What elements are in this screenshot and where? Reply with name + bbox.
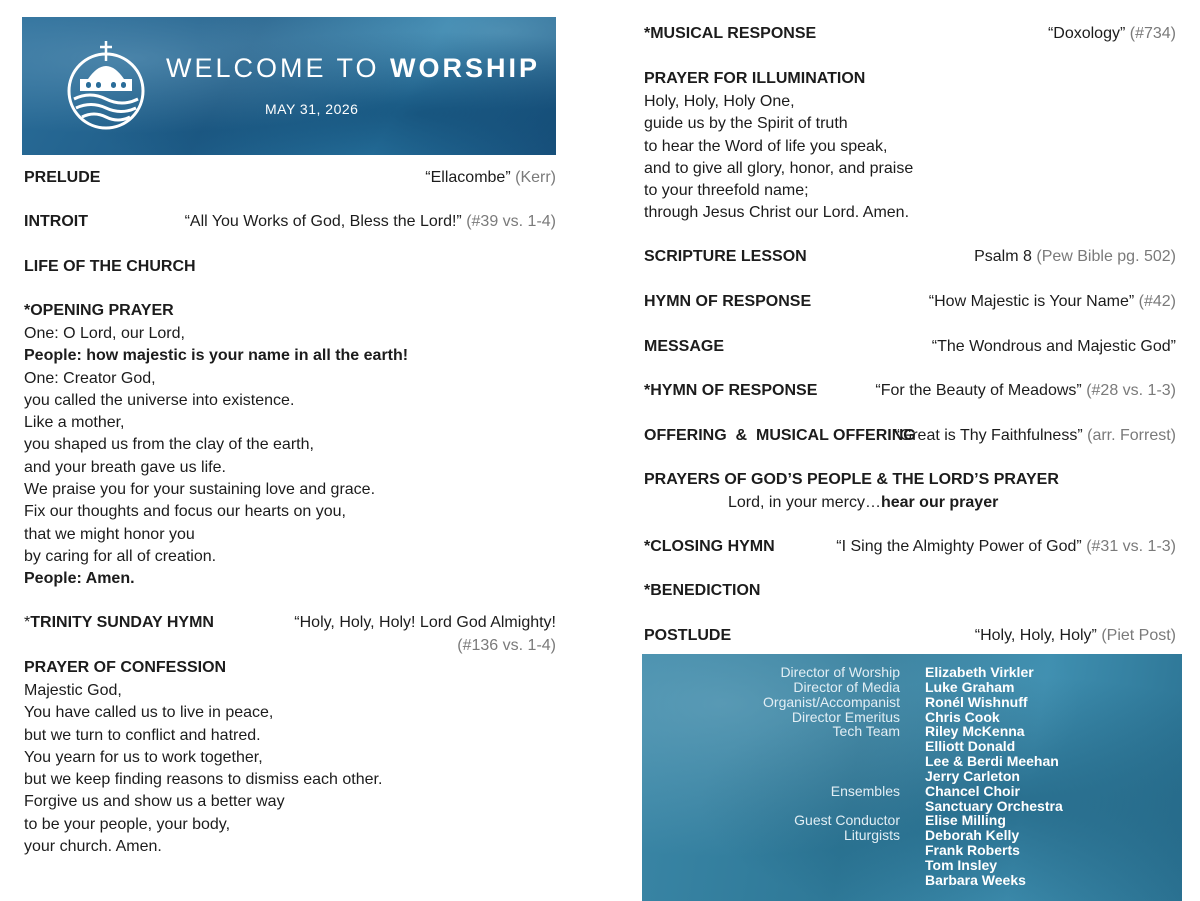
staff-credits-panel (642, 654, 1182, 901)
credit-name: Jerry Carleton (925, 767, 1020, 784)
illumination-line: through Jesus Christ our Lord. Amen. (644, 204, 910, 222)
illumination-line: to hear the Word of life you speak, (644, 137, 888, 155)
credit-names (925, 665, 1063, 888)
prayer-line: by caring for all of creation. (24, 547, 217, 565)
life-of-church-label: LIFE OF THE CHURCH (24, 258, 196, 275)
credit-role: Director of Worship (780, 664, 900, 680)
trinity-hymn-note: (#136 vs. 1-4) (457, 637, 556, 654)
credit-name: Deborah Kelly (925, 827, 1020, 844)
prayer-line: We praise you for your sustaining love and grace. (24, 481, 376, 499)
credit-name: Barbara Weeks (925, 871, 1026, 888)
benediction-row: *BENEDICTION (644, 582, 761, 599)
credit-name: Chris Cook (925, 708, 1000, 725)
illumination-line: guide us by the Spirit of truth (644, 115, 848, 133)
prayer-line: One: O Lord, our Lord, (24, 325, 185, 342)
prayer-line: Fix our thoughts and focus our hearts on you, (24, 503, 346, 521)
prelude-label: PRELUDE (24, 169, 101, 186)
credit-name: Tom Insley (925, 856, 998, 873)
prayer-line: you shaped us from the clay of the earth, (24, 436, 314, 454)
credit-name: Elise Milling (925, 812, 1006, 829)
illumination-line: to your threefold name; (644, 182, 809, 200)
hymn-of-response-2-row: *HYMN OF RESPONSE “For the Beauty of Meadows” (#28 vs. 1-3) (644, 382, 1176, 399)
prayer-line: you called the universe into existence. (24, 391, 295, 409)
prelude-row (24, 167, 556, 189)
trinity-hymn-note-row (24, 635, 556, 657)
confession-line: but we keep finding reasons to dismiss each other. (24, 771, 383, 789)
prayer-line: Like a mother, (24, 414, 125, 432)
credit-role: Guest Conductor (794, 812, 900, 829)
opening-prayer-heading: *OPENING PRAYER (24, 302, 174, 319)
welcome-banner (22, 17, 556, 155)
credit-name: Frank Roberts (925, 842, 1020, 859)
life-of-church-row (24, 256, 556, 278)
confession-line: to be your people, your body, (24, 815, 231, 833)
credit-name: Riley McKenna (925, 723, 1025, 740)
credit-name: Sanctuary Orchestra (925, 797, 1063, 814)
credit-role: Liturgists (843, 827, 900, 844)
credit-name: Chancel Choir (925, 782, 1020, 799)
banner-title: WELCOME TO WORSHIP (166, 53, 541, 83)
offering-row: OFFERING & MUSICAL OFFERING “Great is Thy Faithfulness” (arr. Forrest) (644, 427, 1176, 444)
trinity-hymn-row (24, 612, 556, 634)
prayer-line: One: Creator God, (24, 369, 156, 387)
confession-line: but we turn to conflict and hatred. (24, 726, 261, 744)
credit-role (763, 769, 900, 784)
credit-name: Elizabeth Virkler (925, 664, 1034, 680)
credit-name: Ronél Wishnuff (925, 693, 1028, 710)
credit-role: Director Emeritus (791, 708, 900, 725)
confession-line: your church. Amen. (24, 838, 162, 856)
illumination-heading: PRAYER FOR ILLUMINATION (644, 70, 866, 87)
confession-text (24, 680, 382, 858)
prayer-line: People: Amen. (24, 570, 135, 588)
opening-prayer-text (24, 323, 408, 591)
prayer-line: People: how majestic is your name in all the earth! (24, 347, 409, 365)
confession-line: You yearn for us to work together, (24, 748, 263, 766)
scripture-row: SCRIPTURE LESSON Psalm 8 (Pew Bible pg. 502) (644, 248, 1176, 265)
credit-role: Director of Media (793, 678, 900, 695)
trinity-hymn-title: “Holy, Holy, Holy! Lord God Almighty! (294, 614, 556, 631)
confession-line: Majestic God, (24, 682, 122, 699)
introit-row (24, 211, 556, 233)
credit-name: Luke Graham (925, 678, 1015, 695)
prelude-value: “Ellacombe” (Kerr) (425, 169, 556, 186)
hymn-of-response-row: HYMN OF RESPONSE “How Majestic is Your Name” (#42) (644, 293, 1176, 310)
illumination-line: Holy, Holy, Holy One, (644, 93, 795, 110)
credit-role: Tech Team (832, 723, 900, 740)
musical-response-row: *MUSICAL RESPONSE “Doxology” (#734) (644, 25, 1176, 42)
credit-name: Elliott Donald (925, 738, 1016, 755)
credit-role: Organist/Accompanist (763, 693, 900, 710)
confession-line: You have called us to live in peace, (24, 704, 274, 722)
postlude-row: POSTLUDE “Holy, Holy, Holy” (Piet Post) (644, 627, 1176, 644)
service-date: MAY 31, 2026 (265, 101, 359, 117)
illumination-line: and to give all glory, honor, and praise (644, 159, 914, 177)
prayers-response: Lord, in your mercy…hear our prayer (728, 494, 999, 511)
church-waves-logo-icon (66, 39, 146, 131)
prayer-line: that we might honor you (24, 525, 195, 543)
prayer-line: and your breath gave us life. (24, 458, 226, 476)
credit-role (763, 739, 900, 754)
credit-role (763, 799, 900, 814)
credit-name: Lee & Berdi Meehan (925, 753, 1059, 770)
introit-value: “All You Works of God, Bless the Lord!” (#39 vs. 1-4) (184, 213, 556, 230)
illumination-text (644, 91, 913, 225)
trinity-hymn-label: *TRINITY SUNDAY HYMN (24, 614, 214, 631)
credit-roles (763, 665, 900, 843)
prayers-heading: PRAYERS OF GOD’S PEOPLE & THE LORD’S PRAYER (644, 471, 1059, 488)
introit-label: INTROIT (24, 213, 88, 230)
confession-line: Forgive us and show us a better way (24, 793, 285, 811)
credit-role (763, 754, 900, 769)
message-row: MESSAGE “The Wondrous and Majestic God” (644, 338, 1176, 355)
confession-heading: PRAYER OF CONFESSION (24, 659, 227, 676)
credit-role: Ensembles (830, 782, 900, 799)
closing-hymn-row: *CLOSING HYMN “I Sing the Almighty Power of God” (#31 vs. 1-3) (644, 538, 1176, 555)
